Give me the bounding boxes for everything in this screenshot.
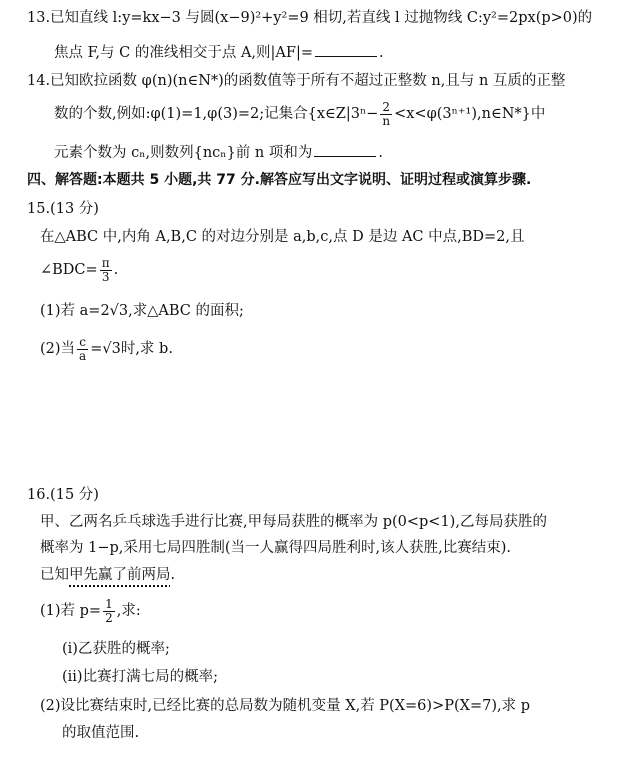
q16-line3 (40, 566, 175, 584)
q16-sub2: (ii)比赛打满七局的概率; (62, 669, 218, 685)
q15-part2-end: =√3时,求 b. (90, 341, 173, 358)
q16-header: 16.(15 分) (27, 487, 99, 503)
q16-sub1: (i)乙获胜的概率; (62, 641, 170, 657)
q14-line3-end: . (378, 145, 383, 161)
frac-numerator: 1 (105, 597, 113, 611)
q14-line2-text-a: 数的个数,例如:φ(1)=1,φ(3)=2;记集合{x∈Z|3ⁿ− (54, 106, 379, 123)
q15-line2-end: . (113, 262, 119, 279)
frac-denominator: 2 (105, 610, 113, 625)
q16-fraction (103, 598, 115, 624)
q16-line3-end: . (170, 567, 176, 583)
q15-line2 (40, 257, 118, 283)
q15-part2 (40, 336, 173, 362)
q14-line2 (54, 101, 545, 127)
q15-part2-text: (2)当 (40, 341, 76, 358)
q14-line2-text-b: <x<φ(3ⁿ⁺¹),n∈N*}中 (394, 106, 546, 123)
answer-blank (315, 44, 377, 57)
q14-fraction (380, 101, 392, 127)
q15-header: 15.(13 分) (27, 201, 99, 217)
q16-part1 (40, 598, 141, 624)
frac-numerator: c (79, 335, 86, 349)
q16-part2-line2: 的取值范围. (62, 725, 140, 741)
q16-line3-text: 已知 (40, 567, 69, 583)
q15-line1: 在△ABC 中,内角 A,B,C 的对边分别是 a,b,c,点 D 是边 AC 中点,BD=2,且 (40, 229, 525, 245)
frac-numerator: π (101, 256, 110, 270)
frac-denominator: 3 (101, 269, 110, 284)
section-heading: 四、解答题:本题共 5 小题,共 77 分.解答应写出文字说明、证明过程或演算步骤. (27, 172, 532, 188)
q15-part1: (1)若 a=2√3,求△ABC 的面积; (40, 303, 244, 319)
emphasized-text: 甲先赢了前两局 (69, 567, 171, 583)
q14-line3 (54, 144, 383, 162)
q13-line2 (54, 44, 384, 62)
q14-line3-text: 元素个数为 cₙ,则数列{ncₙ}前 n 项和为 (54, 145, 313, 161)
frac-numerator: 2 (382, 100, 391, 114)
q16-part2-line1: (2)设比赛结束时,已经比赛的总局数为随机变量 X,若 P(X=6)>P(X=7),求 p (40, 698, 530, 714)
q16-line1: 甲、乙两名乒乓球选手进行比赛,甲每局获胜的概率为 p(0<p<1),乙每局获胜的 (40, 514, 547, 530)
q16-part1-end: ,求: (116, 603, 141, 620)
q16-line2: 概率为 1−p,采用七局四胜制(当一人赢得四局胜利时,该人获胜,比赛结束). (40, 540, 512, 556)
q15-fraction (100, 257, 112, 283)
frac-denominator: a (79, 348, 87, 363)
frac-denominator: n (382, 113, 391, 128)
q15-line2-text: ∠BDC= (40, 262, 98, 279)
q13-line2-text: 焦点 F,与 C 的准线相交于点 A,则|AF|= (54, 45, 313, 61)
q13-line1: 13.已知直线 l:y=kx−3 与圆(x−9)²+y²=9 相切,若直线 l 过抛物线 C:y²=2px(p>0)的 (27, 10, 593, 26)
q14-line1: 14.已知欧拉函数 φ(n)(n∈N*)的函数值等于所有不超过正整数 n,且与 n 互质的正整 (27, 73, 566, 89)
q15-part2-fraction (77, 336, 88, 362)
q16-part1-text: (1)若 p= (40, 603, 102, 620)
answer-blank (314, 144, 376, 157)
q13-line2-end: . (378, 45, 384, 61)
